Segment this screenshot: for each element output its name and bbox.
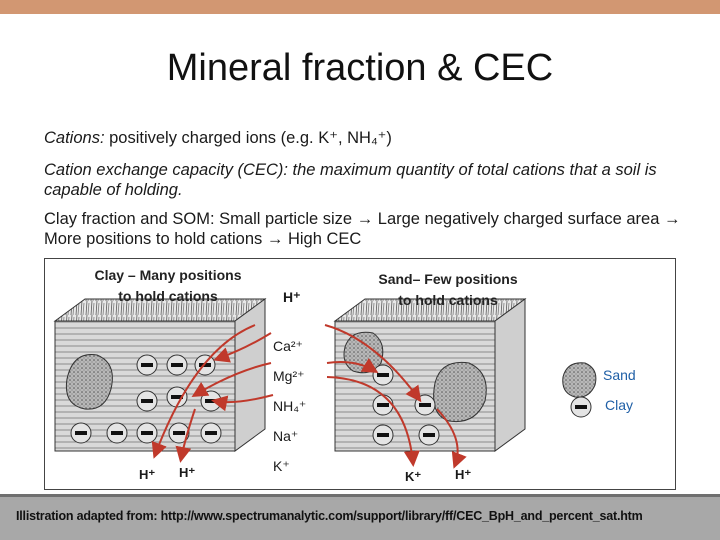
clay-heading (73, 265, 263, 307)
slide-title: Mineral fraction & CEC (166, 47, 554, 89)
sand-particle-icon (66, 355, 112, 410)
legend-sand-icon (563, 363, 596, 397)
sand-heading (363, 269, 533, 311)
cations-definition (44, 128, 684, 148)
legend-sand-label: Sand (603, 367, 636, 383)
h-ion-top: H⁺ (283, 289, 301, 305)
cation-k: K⁺ (273, 458, 290, 474)
top-accent-band (0, 0, 720, 14)
cec-definition (44, 160, 684, 200)
sand-heading-line-2: to hold cations (398, 292, 498, 308)
h-ion-left-1: H⁺ (139, 467, 156, 482)
cations-term: Cations: (44, 129, 105, 147)
cec-term: Cation exchange capacity (CEC): (44, 161, 288, 179)
clay-heading-line-2: to hold cations (118, 288, 218, 304)
legend-clay-label: Clay (605, 397, 634, 413)
cation-nh4: NH₄⁺ (273, 398, 307, 414)
h-ion-bottom: H⁺ (455, 467, 472, 482)
cation-ca: Ca²⁺ (273, 338, 303, 354)
cation-list (273, 331, 306, 481)
source-caption-bar (0, 494, 720, 537)
cations-text: positively charged ions (e.g. K⁺, NH₄⁺) (104, 129, 392, 147)
h-ion-left-2: H⁺ (179, 465, 196, 480)
cation-mg: Mg²⁺ (273, 368, 305, 384)
cec-text: the maximum quantity of total cations that a soil is capable of holding. (44, 161, 657, 199)
clay-heading-line-1: Clay – Many positions (94, 267, 242, 283)
bottom-band (0, 534, 720, 540)
cec-illustration (44, 258, 676, 490)
clay-som-statement: Clay fraction and SOM: Small particle size → Large negatively charged surface area → More positions to hold cations → High CEC (44, 210, 681, 248)
sand-heading-line-1: Sand– Few positions (378, 271, 518, 287)
cation-na: Na⁺ (273, 428, 299, 444)
source-caption: Illistration adapted from: http://www.spectrumanalytic.com/support/library/ff/CEC_BpH_and_percent_sat.htm (16, 509, 643, 523)
legend-clay-icon (571, 397, 591, 417)
k-ion-bottom: K⁺ (405, 469, 422, 484)
